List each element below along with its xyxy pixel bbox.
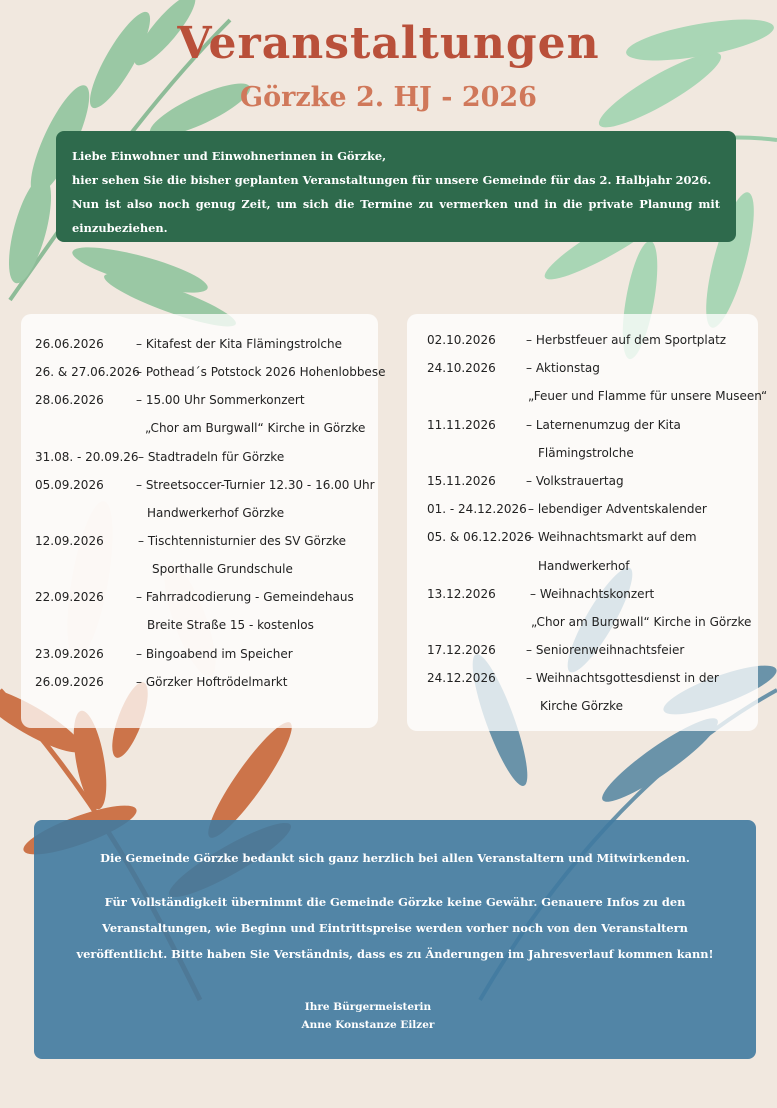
footer-disclaimer-line: veröffentlicht. Bitte haben Sie Verständnis, dass es zu Änderungen im Jahresverlauf kommen kann!: [76, 947, 714, 961]
events-card-left: [21, 314, 386, 728]
event-date: 01. - 24.12.2026: [427, 502, 527, 516]
event-row: [21, 587, 378, 607]
event-text: – Fahrradcodierung - Gemeindehaus: [136, 590, 354, 604]
footer-disclaimer-line: Veranstaltungen, wie Beginn und Eintrittspreise werden vorher noch von den Veranstaltern: [102, 921, 688, 935]
event-text: – Bingoabend im Speicher: [136, 647, 293, 661]
event-row: [407, 415, 758, 435]
footer-box: [34, 820, 756, 1059]
footer-disclaimer-line: Für Vollständigkeit übernimmt die Gemeinde Görzke keine Gewähr. Genauere Infos zu den: [104, 895, 686, 909]
event-row: [21, 447, 378, 467]
event-row: [407, 640, 758, 660]
event-date: 26. & 27.06.2026: [35, 365, 140, 379]
event-text: Flämingstrolche: [538, 446, 634, 460]
intro-line: Liebe Einwohner und Einwohnerinnen in Görzke,: [72, 149, 387, 163]
event-text: – Aktionstag: [526, 361, 600, 375]
event-date: 13.12.2026: [427, 587, 496, 601]
event-row: [21, 644, 378, 664]
event-row: [407, 696, 758, 716]
event-row: [407, 612, 758, 632]
event-row: [407, 499, 758, 519]
event-date: 17.12.2026: [427, 643, 496, 657]
event-date: 28.06.2026: [35, 393, 104, 407]
event-date: 31.08. - 20.09.26: [35, 450, 139, 464]
event-row: [21, 362, 386, 382]
intro-box: [56, 131, 736, 242]
event-text: – Streetsoccer-Turnier 12.30 - 16.00 Uhr: [136, 478, 375, 492]
signature-role: Ihre Bürgermeisterin: [304, 1001, 432, 1013]
event-text: Sporthalle Grundschule: [152, 562, 293, 576]
event-text: – Weihnachtskonzert: [530, 587, 655, 601]
event-row: [407, 386, 768, 406]
event-row: [407, 358, 758, 378]
event-text: – Weihnachtsmarkt auf dem: [528, 530, 697, 544]
event-text: Breite Straße 15 - kostenlos: [147, 618, 314, 632]
event-date: 11.11.2026: [427, 418, 496, 432]
event-date: 15.11.2026: [427, 474, 496, 488]
event-row: [407, 527, 758, 547]
event-date: 12.09.2026: [35, 534, 104, 548]
event-text: Kirche Görzke: [540, 699, 624, 713]
event-text: – Seniorenweihnachtsfeier: [526, 643, 685, 657]
event-row: [21, 390, 378, 410]
event-text: – Kitafest der Kita Flämingstrolche: [136, 337, 343, 351]
event-date: 26.09.2026: [35, 675, 104, 689]
event-text: – Pothead´s Potstock 2026 Hohenlobbese: [136, 365, 386, 379]
event-row: [21, 418, 378, 438]
event-text: „Feuer und Flamme für unsere Museen“: [528, 389, 768, 403]
event-row: [21, 672, 378, 692]
event-row: [21, 334, 378, 354]
intro-line: Nun ist also noch genug Zeit, um sich die Termine zu vermerken und in die private Planung mit einzubeziehen.: [72, 197, 720, 235]
event-text: – Görzker Hoftrödelmarkt: [136, 675, 288, 689]
event-text: „Chor am Burgwall“ Kirche in Görzke: [531, 615, 752, 629]
event-text: – Tischtennisturnier des SV Görzke: [138, 534, 347, 548]
event-row: [21, 531, 378, 551]
event-text: – lebendiger Adventskalender: [528, 502, 707, 516]
event-date: 26.06.2026: [35, 337, 104, 351]
event-date: 05.09.2026: [35, 478, 104, 492]
signature-name: Anne Konstanze Eilzer: [301, 1019, 435, 1031]
event-row: [21, 615, 378, 635]
event-row: [21, 475, 378, 495]
event-date: 24.10.2026: [427, 361, 496, 375]
event-text: – Volkstrauertag: [526, 474, 624, 488]
event-text: – Stadtradeln für Görzke: [138, 450, 285, 464]
event-text: Handwerkerhof Görzke: [147, 506, 285, 520]
event-text: – 15.00 Uhr Sommerkonzert: [136, 393, 305, 407]
event-row: [21, 559, 378, 579]
event-text: – Weihnachtsgottesdienst in der: [526, 671, 719, 685]
event-row: [407, 584, 758, 604]
events-card-right: [407, 314, 768, 731]
event-date: 02.10.2026: [427, 333, 496, 347]
event-date: 05. & 06.12.2026: [427, 530, 532, 544]
event-text: „Chor am Burgwall“ Kirche in Görzke: [145, 421, 366, 435]
event-row: [407, 556, 758, 576]
event-row: [407, 668, 758, 688]
event-date: 23.09.2026: [35, 647, 104, 661]
page-title: Veranstaltungen: [177, 18, 600, 69]
intro-line: hier sehen Sie die bisher geplanten Veranstaltungen für unsere Gemeinde für das 2. Halbjahr 2026.: [72, 173, 712, 187]
event-row: [407, 443, 758, 463]
event-text: – Herbstfeuer auf dem Sportplatz: [526, 333, 727, 347]
event-date: 22.09.2026: [35, 590, 104, 604]
event-row: [21, 503, 378, 523]
page-subtitle: Görzke 2. HJ - 2026: [240, 82, 537, 113]
event-text: Handwerkerhof: [538, 559, 630, 573]
event-row: [407, 471, 758, 491]
footer-thanks: Die Gemeinde Görzke bedankt sich ganz herzlich bei allen Veranstaltern und Mitwirkenden.: [100, 851, 690, 865]
event-text: – Laternenumzug der Kita: [526, 418, 681, 432]
event-row: [407, 330, 758, 350]
event-date: 24.12.2026: [427, 671, 496, 685]
